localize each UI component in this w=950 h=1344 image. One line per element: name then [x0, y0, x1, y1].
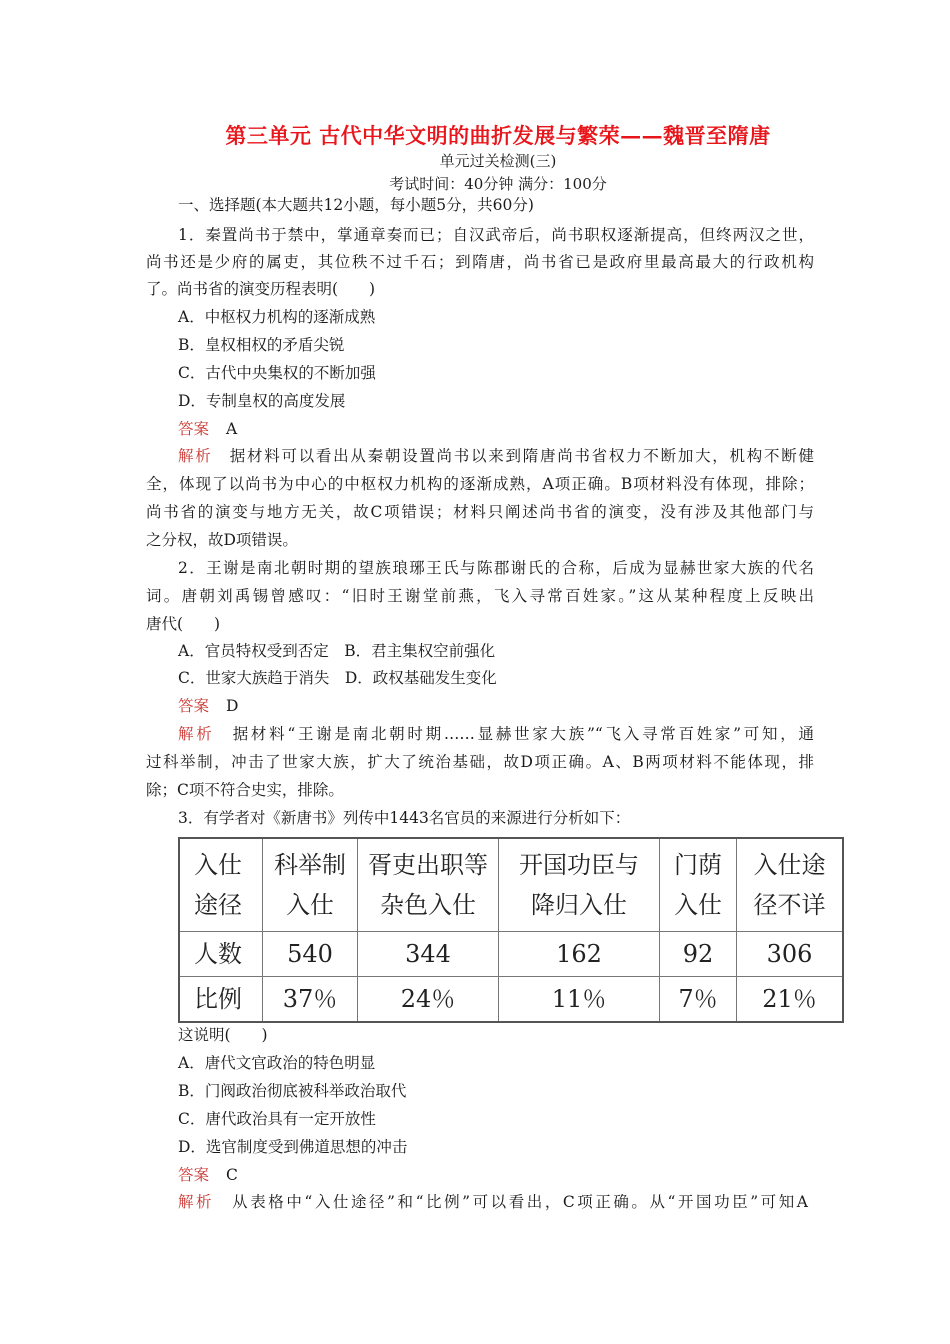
official-origin-table: [178, 837, 844, 1023]
q1-analysis-line: [178, 446, 814, 466]
answer-value: D: [225, 697, 239, 715]
analysis-text: 据材料可以看出从秦朝设置尚书以来到隋唐尚书省权力不断加大，机构不断健: [229, 447, 814, 465]
answer-value: C: [225, 1166, 238, 1184]
q3-prompt: 这说明( ): [178, 1026, 268, 1044]
q1-option-c: C．古代中央集权的不断加强: [178, 364, 376, 382]
document-subtitle: 单元过关检测(三): [439, 152, 557, 170]
q1-analysis-line: 尚书省的演变与地方无关，故C项错误；材料只阐述尚书省的演变，没有涉及其他部门与: [146, 503, 814, 521]
table-cell: 92: [660, 932, 737, 977]
table-cell: 11％: [499, 977, 660, 1023]
answer-label: 答案: [178, 1166, 210, 1184]
table-header-cell: 门荫 入仕: [660, 838, 737, 932]
answer-value: A: [225, 420, 238, 438]
table-header-cell: 入仕 途径: [179, 838, 263, 932]
table-cell: 24％: [358, 977, 499, 1023]
analysis-label: 解析: [178, 447, 213, 465]
q3-stem: 3．有学者对《新唐书》列传中1443名官员的来源进行分析如下：: [178, 809, 631, 827]
q1-stem-line: 尚书还是少府的属吏，其位秩不过千石；到隋唐，尚书省已是政府里最高最大的行政机构: [146, 253, 814, 271]
exam-info: 考试时间：40分钟 满分：100分: [389, 175, 607, 193]
table-row: [179, 932, 843, 977]
table-cell: 344: [358, 932, 499, 977]
table-cell: 306: [737, 932, 844, 977]
q2-analysis-line: 除；C项不符合史实，排除。: [146, 781, 344, 799]
q2-stem-line: 词。唐朝刘禹锡曾感叹：“旧时王谢堂前燕，飞入寻常百姓家。”这从某种程度上反映出: [146, 587, 814, 605]
q3-option-d: D．选官制度受到佛道思想的冲击: [178, 1138, 408, 1156]
section-heading: 一、选择题(本大题共12小题，每小题5分，共60分): [178, 196, 534, 214]
q2-options-row: A．官员特权受到否定 B．君主集权空前强化: [178, 642, 496, 660]
q1-answer: [178, 419, 237, 439]
q2-analysis-line: 过科举制，冲击了世家大族，扩大了统治基础，故D项正确。A、B两项材料不能体现，排: [146, 753, 814, 771]
analysis-label: 解析: [178, 1193, 215, 1211]
q2-answer: [178, 696, 238, 716]
analysis-label: 解析: [178, 725, 215, 743]
q2-stem-line: 唐代( ): [146, 615, 221, 633]
q3-analysis-line: [178, 1192, 808, 1212]
q1-option-b: B．皇权相权的矛盾尖锐: [178, 336, 345, 354]
table-cell: 21％: [737, 977, 844, 1023]
table-header-cell: 入仕途 径不详: [737, 838, 844, 932]
table-cell: 37％: [263, 977, 358, 1023]
q2-stem-line: 2．王谢是南北朝时期的望族琅琊王氏与陈郡谢氏的合称，后成为显赫世家大族的代名: [178, 559, 814, 577]
analysis-text: 从表格中“入仕途径”和“比例”可以看出，C项正确。从“开国功臣”可知A: [232, 1193, 808, 1211]
q1-stem-line: 了。尚书省的演变历程表明( ): [146, 280, 376, 298]
table-cell: 人数: [179, 932, 263, 977]
table-cell: 7％: [660, 977, 737, 1023]
table-header-cell: 胥吏出职等 杂色入仕: [358, 838, 499, 932]
q1-analysis-line: 全，体现了以尚书为中心的中枢权力机构的逐渐成熟，A项正确。B项材料没有体现，排除；: [146, 475, 814, 493]
q3-option-a: A．唐代文官政治的特色明显: [178, 1054, 376, 1072]
q1-option-d: D．专制皇权的高度发展: [178, 392, 346, 410]
table-header-cell: 科举制 入仕: [263, 838, 358, 932]
q2-options-row: C．世家大族趋于消失 D．政权基础发生变化: [178, 669, 497, 687]
q1-stem-line: 1．秦置尚书于禁中，掌通章奏而已；自汉武帝后，尚书职权逐渐提高，但终两汉之世，: [178, 226, 814, 244]
table-cell: 162: [499, 932, 660, 977]
table-header-row: [179, 838, 843, 932]
answer-label: 答案: [178, 420, 210, 438]
answer-label: 答案: [178, 697, 210, 715]
document-title: 第三单元 古代中华文明的曲折发展与繁荣——魏晋至隋唐: [225, 123, 771, 148]
table-header-cell: 开国功臣与 降归入仕: [499, 838, 660, 932]
q1-option-a: A．中枢权力机构的逐渐成熟: [178, 308, 376, 326]
q2-analysis-line: [178, 724, 814, 744]
q3-answer: [178, 1165, 238, 1185]
table-cell: 比例: [179, 977, 263, 1023]
analysis-text: 据材料“王谢是南北朝时期……显赫世家大族”“飞入寻常百姓家”可知，通: [232, 725, 814, 743]
table-row: [179, 977, 843, 1023]
q3-option-b: B．门阀政治彻底被科举政治取代: [178, 1082, 407, 1100]
table-cell: 540: [263, 932, 358, 977]
q1-analysis-line: 之分权，故D项错误。: [146, 531, 298, 549]
q3-option-c: C．唐代政治具有一定开放性: [178, 1110, 376, 1128]
